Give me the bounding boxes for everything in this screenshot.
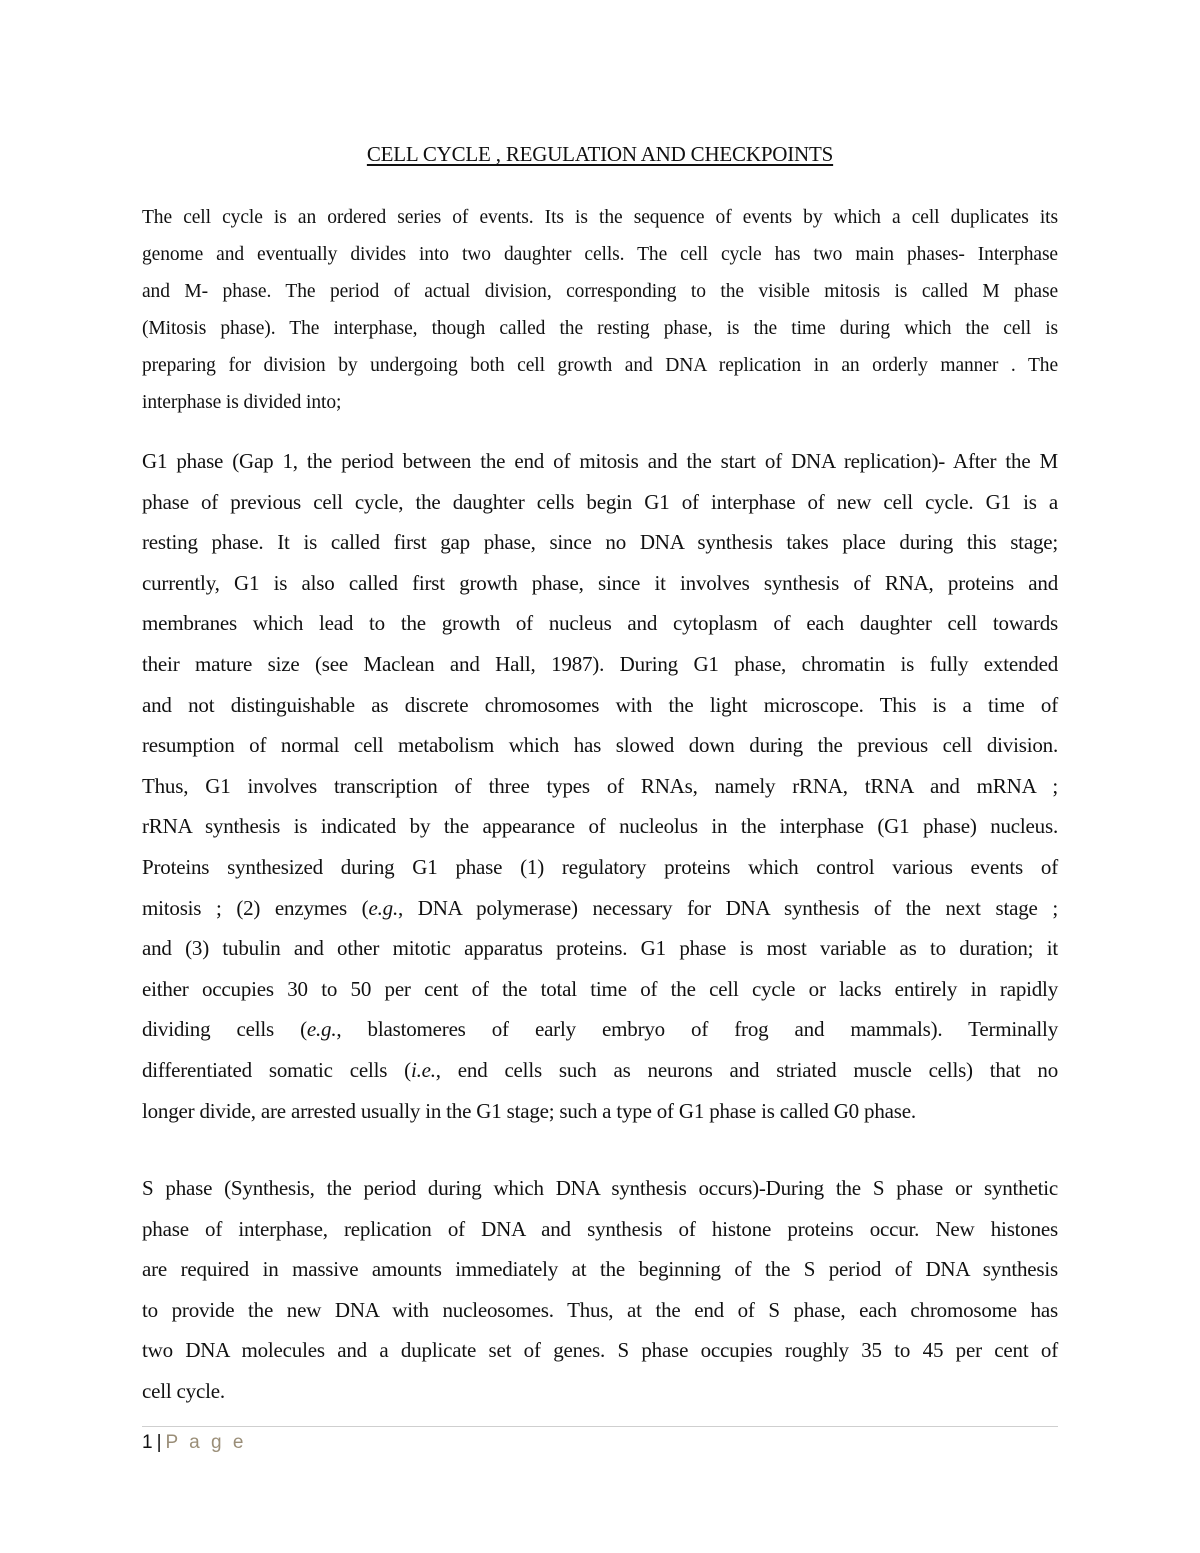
paragraph-line: rRNA synthesis is indicated by the appearance of nucleolus in the interphase (G1 phase) nucleus.	[142, 814, 1058, 839]
paragraph-line: phase of interphase, replication of DNA and synthesis of histone proteins occur. New histones	[142, 1216, 1058, 1241]
paragraph-line: The cell cycle is an ordered series of events. Its is the sequence of events by which a cell duplicates its	[142, 207, 1058, 228]
paragraph-line: preparing for division by undergoing both cell growth and DNA replication in an orderly manner . The	[142, 355, 1058, 376]
paragraph-line: genome and eventually divides into two daughter cells. The cell cycle has two main phases- Interphase	[142, 244, 1058, 265]
paragraph-line: S phase (Synthesis, the period during which DNA synthesis occurs)-During the S phase or synthetic	[142, 1176, 1058, 1200]
paragraph-line: membranes which lead to the growth of nucleus and cytoplasm of each daughter cell towards	[142, 611, 1058, 636]
paragraph-line: Thus, G1 involves transcription of three types of RNAs, namely rRNA, tRNA and mRNA ;	[142, 773, 1058, 798]
paragraph-line: their mature size (see Maclean and Hall, 1987). During G1 phase, chromatin is fully extended	[142, 651, 1058, 676]
paragraph-line: interphase is divided into;	[142, 392, 342, 413]
intro-paragraph	[142, 199, 1058, 421]
paragraph-line: dividing cells (e.g., blastomeres of early embryo of frog and mammals). Terminally	[142, 1017, 1058, 1042]
paragraph-line: currently, G1 is also called first growth phase, since it involves synthesis of RNA, proteins and	[142, 570, 1058, 595]
paragraph-line: G1 phase (Gap 1, the period between the end of mitosis and the start of DNA replication)- After the M	[142, 449, 1058, 473]
g1-phase-paragraph	[142, 441, 1058, 1131]
paragraph-line: to provide the new DNA with nucleosomes. Thus, at the end of S phase, each chromosome has	[142, 1297, 1058, 1322]
footer-divider	[142, 1426, 1058, 1427]
page-number: 1	[142, 1432, 153, 1453]
page-separator: |	[156, 1432, 162, 1453]
paragraph-line: resumption of normal cell metabolism which has slowed down during the previous cell division.	[142, 733, 1058, 758]
paragraph-line: mitosis ; (2) enzymes (e.g., DNA polymerase) necessary for DNA synthesis of the next stage ;	[142, 895, 1058, 920]
paragraph-line: Proteins synthesized during G1 phase (1) regulatory proteins which control various events of	[142, 854, 1058, 879]
paragraph-line: and not distinguishable as discrete chromosomes with the light microscope. This is a time of	[142, 692, 1058, 717]
page-footer	[142, 1432, 246, 1454]
paragraph-line: cell cycle.	[142, 1378, 225, 1403]
paragraph-line: (Mitosis phase). The interphase, though called the resting phase, is the time during which the cell is	[142, 318, 1058, 339]
paragraph-line: longer divide, are arrested usually in the G1 stage; such a type of G1 phase is called G0 phase.	[142, 1098, 916, 1123]
paragraph-line: and M- phase. The period of actual division, corresponding to the visible mitosis is called M phase	[142, 281, 1058, 302]
paragraph-line: differentiated somatic cells (i.e., end cells such as neurons and striated muscle cells) that no	[142, 1057, 1059, 1082]
paragraph-line: resting phase. It is called first gap phase, since no DNA synthesis takes place during this stage;	[142, 530, 1058, 555]
paragraph-line: two DNA molecules and a duplicate set of genes. S phase occupies roughly 35 to 45 per cent of	[142, 1338, 1058, 1363]
document-title: CELL CYCLE , REGULATION AND CHECKPOINTS	[366, 142, 834, 166]
page-label: P a g e	[165, 1432, 247, 1453]
paragraph-line: either occupies 30 to 50 per cent of the total time of the cell cycle or lacks entirely in rapidly	[142, 976, 1058, 1001]
paragraph-line: phase of previous cell cycle, the daughter cells begin G1 of interphase of new cell cycle. G1 is a	[142, 489, 1058, 514]
paragraph-line: and (3) tubulin and other mitotic apparatus proteins. G1 phase is most variable as to duration; it	[142, 936, 1058, 961]
paragraph-line: are required in massive amounts immediately at the beginning of the S period of DNA synthesis	[142, 1257, 1058, 1282]
s-phase-paragraph	[142, 1168, 1058, 1412]
